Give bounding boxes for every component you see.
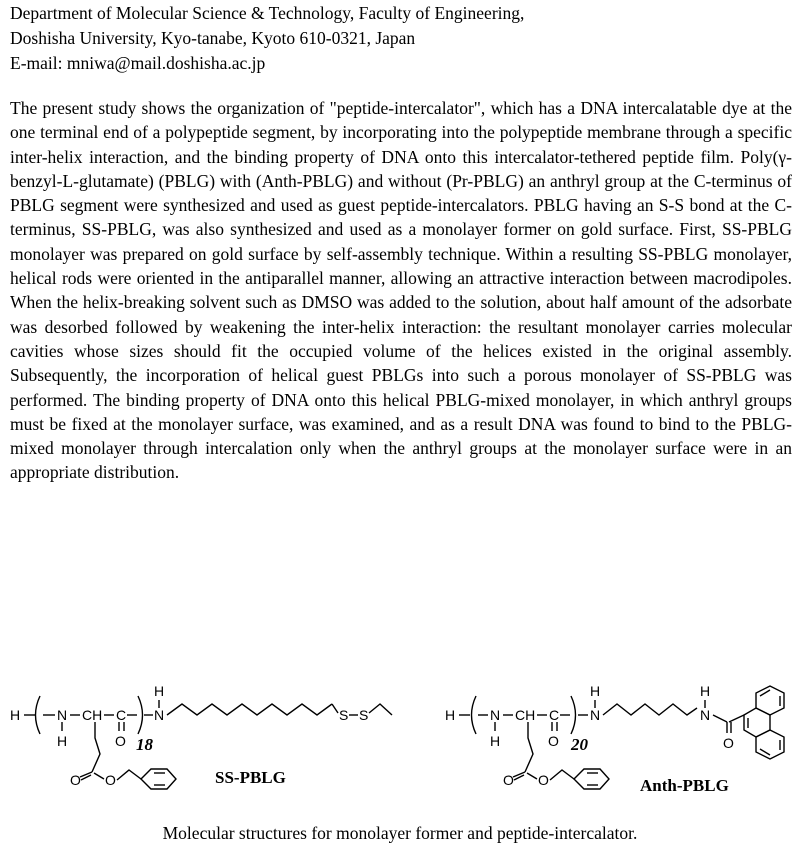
ss-h-terminal-atom: H	[10, 707, 21, 723]
ss-sulfur2-atom: S	[359, 707, 369, 723]
anth-ester-carbonyl-o: O	[503, 772, 514, 788]
anth-carbonyl-o-atom: O	[548, 733, 559, 749]
anth-repeat-subscript: 20	[571, 735, 588, 754]
ss-carbonyl-o-atom: O	[115, 733, 126, 749]
ss-ester-carbonyl-o: O	[70, 772, 81, 788]
affiliation-department: Department of Molecular Science & Technology, Faculty of Engineering,	[10, 3, 525, 23]
anth-amide-n-atom: N	[590, 707, 601, 723]
affiliation-block	[10, 1, 790, 76]
ss-carbonyl-c-atom: C	[116, 707, 127, 723]
anth-h-terminal-atom: H	[445, 707, 456, 723]
abstract-text: The present study shows the organization of "peptide-intercalator", which has a DNA intercalatable dye at the one terminal end of a polypeptide segment, by incorporating into the polypeptide membrane through a specific inter-helix interaction, and the binding property of DNA onto this intercalator-tethered peptide film. Poly(γ-benzyl-L-glutamate) (PBLG) with (Anth-PBLG) and without (Pr-PBLG) an anthryl group at the C-terminus of PBLG segment were synthesized and used as guest peptide-intercalators. PBLG having an S-S bond at the C-terminus, SS-PBLG, was also synthesized and used as a monolayer former on gold surface. First, SS-PBLG monolayer was prepared on gold surface by self-assembly technique. Within a resulting SS-PBLG monolayer, helical rods were oriented in the antiparallel manner, allowing an attractive interaction between macrodipoles. When the helix-breaking solvent such as DMSO was added to the solution, about half amount of the adsorbate was desorbed followed by weakening the inter-helix interaction: the resultant monolayer carries molecular cavities whose sizes should fit the occupied volume of the helices existed in the original assembly. Subsequently, the incorporation of helical guest PBLGs into such a porous monolayer of SS-PBLG was performed. The binding property of DNA onto this helical PBLG-mixed monolayer, in which anthryl groups must be fixed at the monolayer surface, was examined, and as a result DNA was found to bind to the PBLG-mixed monolayer through intercalation only when the anthryl groups at the monolayer surface were in an appropriate distribution.	[10, 98, 792, 483]
ss-amide-n-atom: N	[154, 707, 165, 723]
anth-linker-n-atom: N	[700, 707, 711, 723]
affiliation-email: E-mail: mniwa@mail.doshisha.ac.jp	[10, 53, 266, 73]
anth-pblg-label: Anth-PBLG	[640, 776, 729, 795]
anth-ch-group: CH	[515, 707, 536, 723]
ss-backbone-h-atom: H	[57, 733, 68, 749]
anth-amide-o-atom: O	[723, 735, 734, 751]
anth-carbonyl-c-atom: C	[549, 707, 560, 723]
ss-ch-group: CH	[82, 707, 103, 723]
anth-backbone-n-atom: N	[490, 707, 501, 723]
ss-sulfur1-atom: S	[339, 707, 349, 723]
ss-backbone-n-atom: N	[57, 707, 68, 723]
affiliation-university: Doshisha University, Kyo-tanabe, Kyoto 610-0321, Japan	[10, 28, 416, 48]
ss-pblg-label: SS-PBLG	[215, 768, 286, 787]
anth-linker-h-atom: H	[700, 683, 711, 699]
ss-ester-o-atom: O	[105, 772, 116, 788]
anth-backbone-h-atom: H	[490, 733, 501, 749]
anth-amide-h-atom: H	[590, 683, 601, 699]
ss-repeat-subscript: 18	[136, 735, 153, 754]
figure-caption: Molecular structures for monolayer former and peptide-intercalator.	[162, 823, 638, 843]
molecular-structures-figure	[0, 680, 800, 810]
anth-ester-o-atom: O	[538, 772, 549, 788]
ss-pblg-structure	[10, 683, 392, 789]
anth-pblg-structure	[445, 683, 784, 795]
ss-amide-h-atom: H	[154, 683, 165, 699]
